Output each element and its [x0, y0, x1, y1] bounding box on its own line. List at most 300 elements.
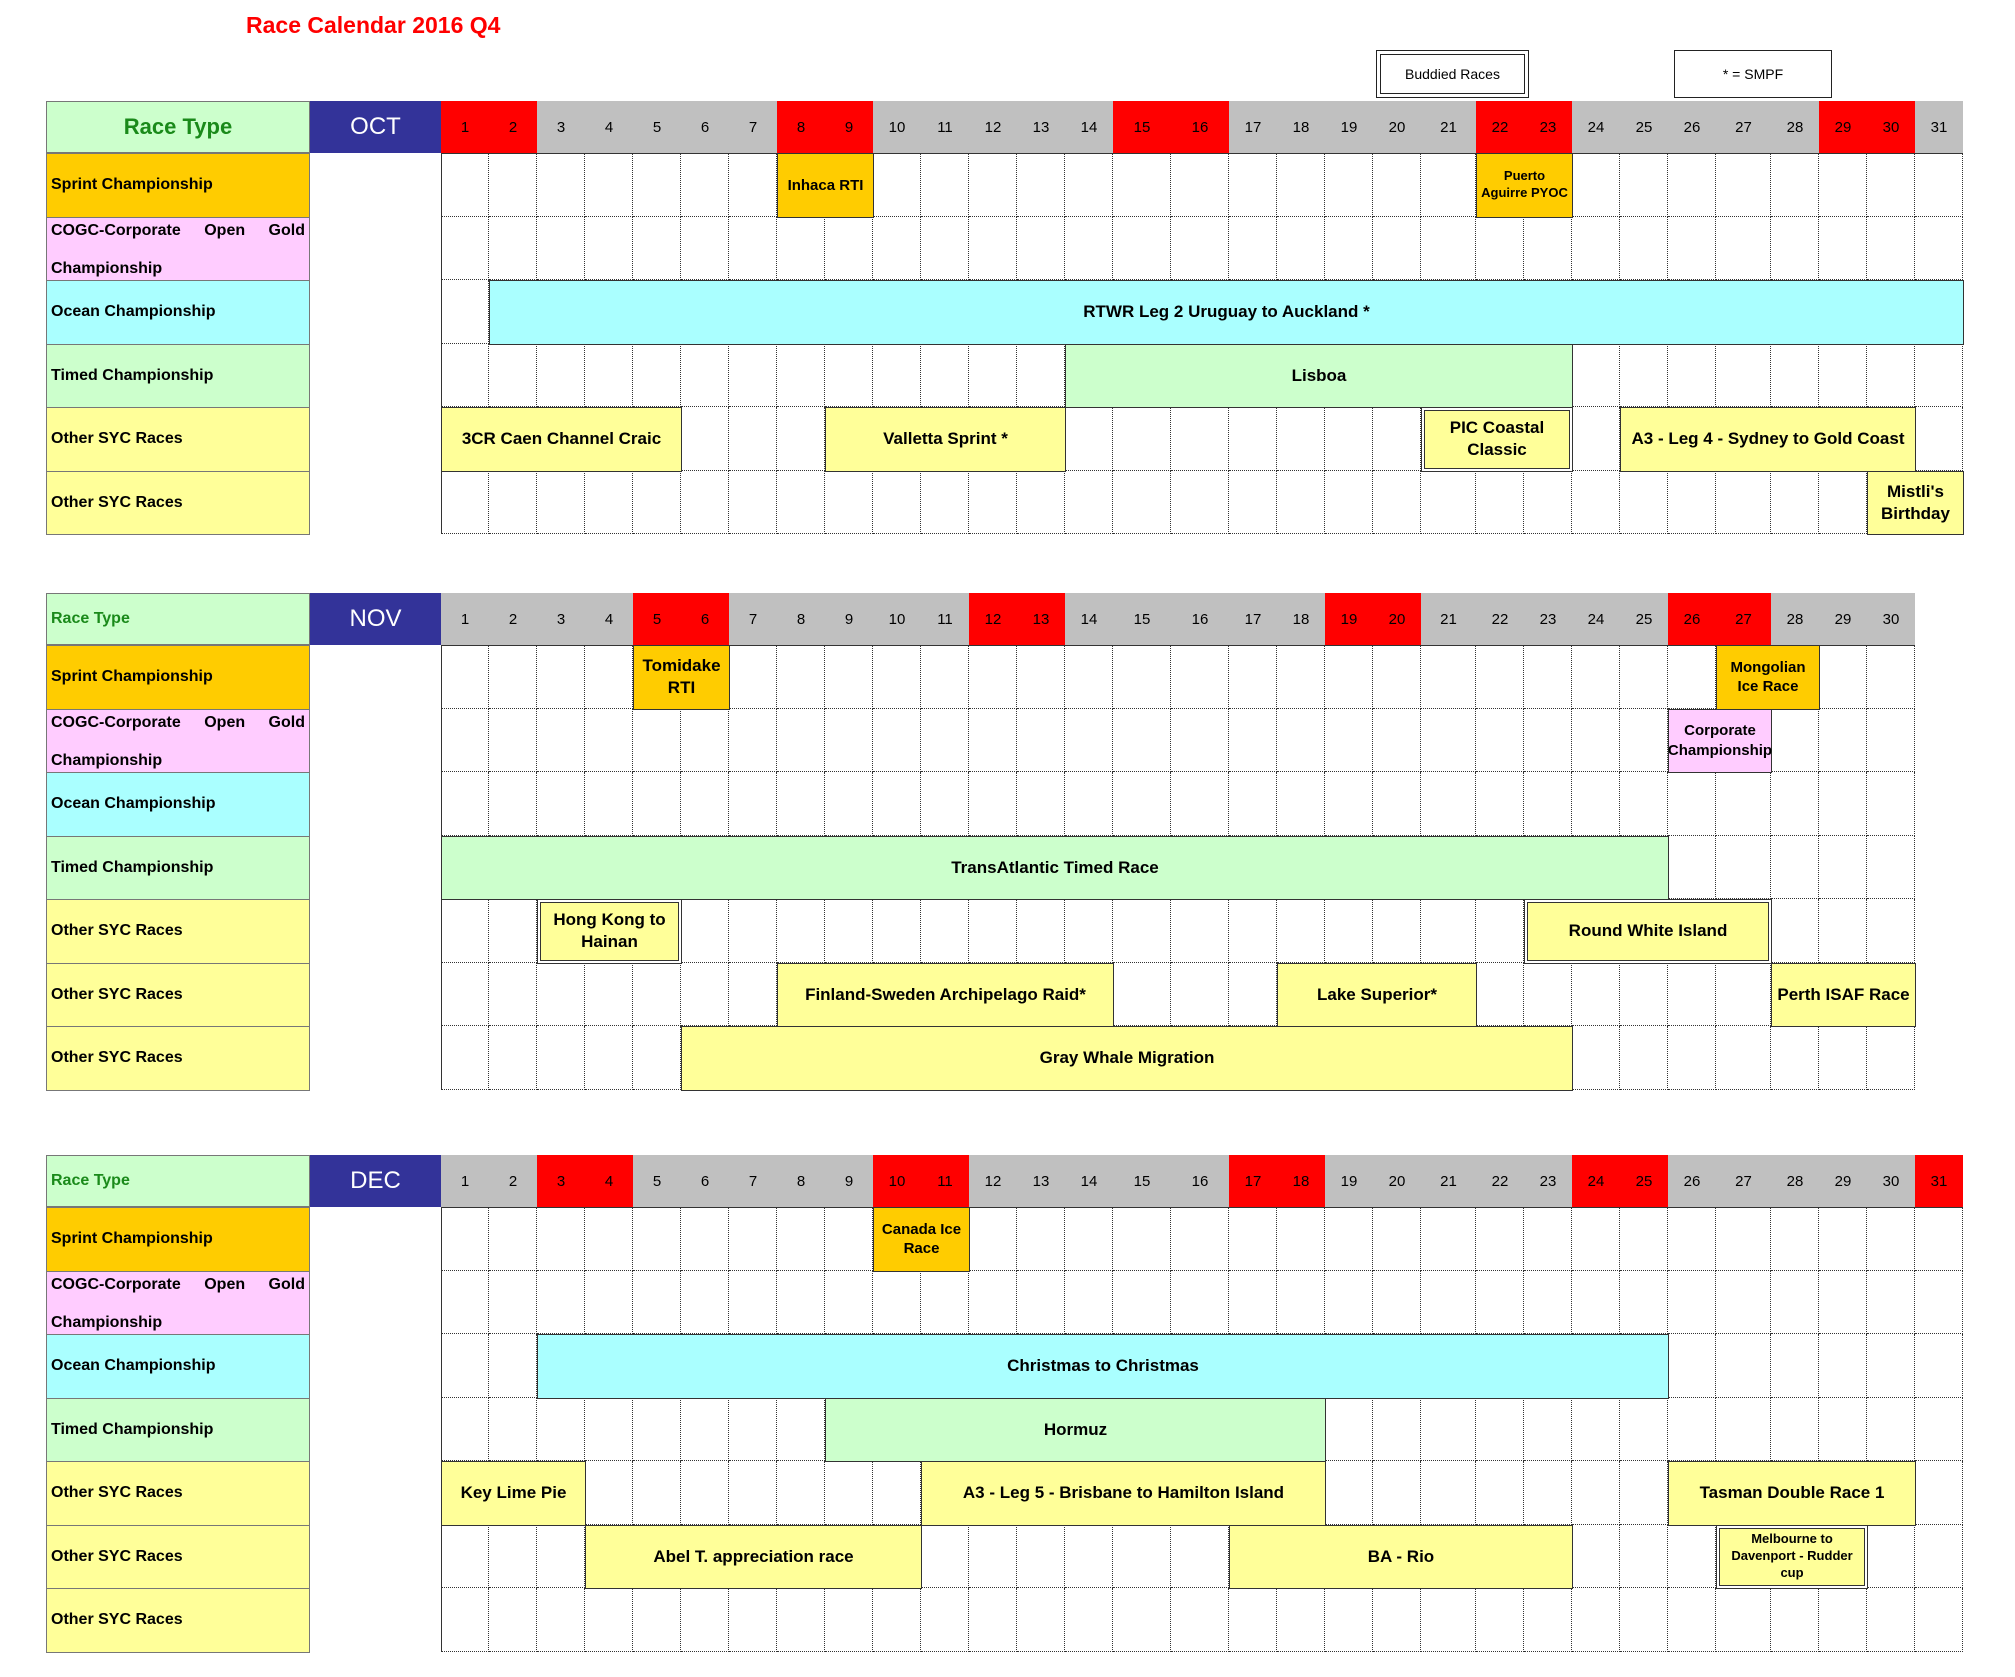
day-cell[interactable]	[1867, 1334, 1915, 1398]
day-cell[interactable]	[1229, 645, 1277, 709]
day-cell[interactable]	[777, 709, 825, 773]
day-cell[interactable]	[1819, 709, 1867, 773]
day-cell[interactable]	[1421, 217, 1476, 281]
day-cell[interactable]	[1065, 153, 1113, 217]
day-cell[interactable]	[681, 1271, 729, 1335]
day-cell[interactable]	[1065, 407, 1113, 471]
day-cell[interactable]	[441, 280, 489, 344]
day-cell[interactable]	[1572, 645, 1620, 709]
day-cell[interactable]	[585, 1461, 633, 1525]
day-cell[interactable]	[1716, 344, 1771, 408]
day-cell[interactable]	[633, 709, 681, 773]
day-cell[interactable]	[1572, 153, 1620, 217]
day-cell[interactable]	[969, 709, 1017, 773]
day-cell[interactable]	[1524, 1207, 1572, 1271]
day-cell[interactable]	[1476, 217, 1524, 281]
day-cell[interactable]	[1668, 1026, 1716, 1090]
day-cell[interactable]	[441, 1334, 489, 1398]
day-cell[interactable]	[1620, 1461, 1668, 1525]
day-cell[interactable]	[1017, 1207, 1065, 1271]
day-cell[interactable]	[1277, 709, 1325, 773]
day-cell[interactable]	[585, 772, 633, 836]
day-cell[interactable]	[1171, 217, 1229, 281]
day-cell[interactable]	[681, 1207, 729, 1271]
day-cell[interactable]	[633, 1588, 681, 1652]
day-cell[interactable]	[1867, 1398, 1915, 1462]
race-event[interactable]: Finland-Sweden Archipelago Raid*	[777, 963, 1114, 1028]
day-cell[interactable]	[1524, 963, 1572, 1027]
day-cell[interactable]	[921, 1588, 969, 1652]
day-cell[interactable]	[1620, 1026, 1668, 1090]
day-cell[interactable]	[1716, 471, 1771, 535]
day-cell[interactable]	[1668, 836, 1716, 900]
day-cell[interactable]	[633, 963, 681, 1027]
day-cell[interactable]	[681, 471, 729, 535]
day-cell[interactable]	[1065, 645, 1113, 709]
day-cell[interactable]	[1113, 709, 1171, 773]
day-cell[interactable]	[681, 217, 729, 281]
day-cell[interactable]	[1867, 836, 1915, 900]
day-cell[interactable]	[1771, 709, 1819, 773]
day-cell[interactable]	[1867, 344, 1915, 408]
day-cell[interactable]	[1620, 963, 1668, 1027]
day-cell[interactable]	[873, 709, 921, 773]
day-cell[interactable]	[1229, 963, 1277, 1027]
day-cell[interactable]	[1716, 1398, 1771, 1462]
day-cell[interactable]	[1771, 899, 1819, 963]
day-cell[interactable]	[1373, 899, 1421, 963]
day-cell[interactable]	[585, 963, 633, 1027]
race-event[interactable]: Valletta Sprint *	[825, 407, 1066, 472]
day-cell[interactable]	[1524, 772, 1572, 836]
day-cell[interactable]	[537, 772, 585, 836]
day-cell[interactable]	[1867, 1525, 1915, 1589]
day-cell[interactable]	[777, 471, 825, 535]
day-cell[interactable]	[537, 963, 585, 1027]
day-cell[interactable]	[537, 1207, 585, 1271]
day-cell[interactable]	[729, 963, 777, 1027]
race-event[interactable]: Hormuz	[825, 1398, 1326, 1463]
day-cell[interactable]	[1171, 1525, 1229, 1589]
day-cell[interactable]	[1017, 471, 1065, 535]
day-cell[interactable]	[441, 1525, 489, 1589]
day-cell[interactable]	[1113, 645, 1171, 709]
day-cell[interactable]	[1716, 153, 1771, 217]
day-cell[interactable]	[873, 1461, 921, 1525]
day-cell[interactable]	[1171, 772, 1229, 836]
day-cell[interactable]	[1572, 217, 1620, 281]
day-cell[interactable]	[1421, 1271, 1476, 1335]
day-cell[interactable]	[1325, 1271, 1373, 1335]
day-cell[interactable]	[729, 1271, 777, 1335]
day-cell[interactable]	[921, 217, 969, 281]
day-cell[interactable]	[1229, 709, 1277, 773]
day-cell[interactable]	[729, 1461, 777, 1525]
race-event[interactable]: A3 - Leg 5 - Brisbane to Hamilton Island	[921, 1461, 1326, 1526]
day-cell[interactable]	[1065, 471, 1113, 535]
day-cell[interactable]	[1113, 1588, 1171, 1652]
day-cell[interactable]	[537, 344, 585, 408]
day-cell[interactable]	[1620, 471, 1668, 535]
day-cell[interactable]	[825, 645, 873, 709]
day-cell[interactable]	[633, 1398, 681, 1462]
day-cell[interactable]	[1277, 471, 1325, 535]
day-cell[interactable]	[921, 471, 969, 535]
day-cell[interactable]	[1867, 1026, 1915, 1090]
race-event[interactable]: Gray Whale Migration	[681, 1026, 1573, 1091]
day-cell[interactable]	[1572, 344, 1620, 408]
day-cell[interactable]	[1716, 1588, 1771, 1652]
race-event[interactable]: Corporate Championship	[1668, 709, 1772, 774]
day-cell[interactable]	[585, 217, 633, 281]
day-cell[interactable]	[489, 1588, 537, 1652]
day-cell[interactable]	[537, 645, 585, 709]
day-cell[interactable]	[1915, 344, 1963, 408]
day-cell[interactable]	[1668, 344, 1716, 408]
day-cell[interactable]	[1668, 217, 1716, 281]
day-cell[interactable]	[1572, 709, 1620, 773]
day-cell[interactable]	[1373, 153, 1421, 217]
day-cell[interactable]	[1620, 1588, 1668, 1652]
day-cell[interactable]	[1476, 772, 1524, 836]
day-cell[interactable]	[1771, 1207, 1819, 1271]
day-cell[interactable]	[1819, 1271, 1867, 1335]
race-event[interactable]: 3CR Caen Channel Craic	[441, 407, 682, 472]
day-cell[interactable]	[1277, 153, 1325, 217]
day-cell[interactable]	[681, 772, 729, 836]
day-cell[interactable]	[1017, 1525, 1065, 1589]
day-cell[interactable]	[1771, 217, 1819, 281]
day-cell[interactable]	[1017, 772, 1065, 836]
day-cell[interactable]	[1421, 645, 1476, 709]
day-cell[interactable]	[1668, 1398, 1716, 1462]
day-cell[interactable]	[489, 344, 537, 408]
day-cell[interactable]	[1325, 645, 1373, 709]
day-cell[interactable]	[1065, 899, 1113, 963]
day-cell[interactable]	[1229, 1207, 1277, 1271]
day-cell[interactable]	[489, 772, 537, 836]
day-cell[interactable]	[1476, 1271, 1524, 1335]
day-cell[interactable]	[1325, 772, 1373, 836]
race-event[interactable]: Abel T. appreciation race	[585, 1525, 922, 1590]
day-cell[interactable]	[1277, 407, 1325, 471]
day-cell[interactable]	[1620, 645, 1668, 709]
day-cell[interactable]	[1867, 153, 1915, 217]
day-cell[interactable]	[1819, 836, 1867, 900]
day-cell[interactable]	[1421, 1588, 1476, 1652]
day-cell[interactable]	[729, 407, 777, 471]
day-cell[interactable]	[681, 153, 729, 217]
day-cell[interactable]	[633, 471, 681, 535]
day-cell[interactable]	[585, 153, 633, 217]
day-cell[interactable]	[1668, 1334, 1716, 1398]
day-cell[interactable]	[1065, 1207, 1113, 1271]
day-cell[interactable]	[1017, 1271, 1065, 1335]
day-cell[interactable]	[633, 1271, 681, 1335]
day-cell[interactable]	[1620, 1525, 1668, 1589]
race-event[interactable]: A3 - Leg 4 - Sydney to Gold Coast	[1620, 407, 1916, 472]
day-cell[interactable]	[1171, 407, 1229, 471]
day-cell[interactable]	[1819, 1026, 1867, 1090]
day-cell[interactable]	[729, 1588, 777, 1652]
day-cell[interactable]	[1113, 153, 1171, 217]
day-cell[interactable]	[681, 407, 729, 471]
day-cell[interactable]	[1771, 1588, 1819, 1652]
day-cell[interactable]	[1421, 153, 1476, 217]
day-cell[interactable]	[1277, 1207, 1325, 1271]
day-cell[interactable]	[441, 709, 489, 773]
day-cell[interactable]	[1668, 153, 1716, 217]
day-cell[interactable]	[1476, 899, 1524, 963]
day-cell[interactable]	[585, 471, 633, 535]
day-cell[interactable]	[1113, 1525, 1171, 1589]
day-cell[interactable]	[681, 709, 729, 773]
day-cell[interactable]	[1017, 1588, 1065, 1652]
day-cell[interactable]	[633, 1026, 681, 1090]
day-cell[interactable]	[969, 344, 1017, 408]
race-event[interactable]: Melbourne to Davenport - Rudder cup	[1716, 1525, 1868, 1590]
day-cell[interactable]	[873, 344, 921, 408]
day-cell[interactable]	[585, 645, 633, 709]
day-cell[interactable]	[1171, 153, 1229, 217]
day-cell[interactable]	[441, 153, 489, 217]
race-event[interactable]: Round White Island	[1524, 899, 1772, 964]
day-cell[interactable]	[1017, 217, 1065, 281]
day-cell[interactable]	[1620, 709, 1668, 773]
day-cell[interactable]	[969, 1271, 1017, 1335]
day-cell[interactable]	[1373, 645, 1421, 709]
day-cell[interactable]	[1017, 344, 1065, 408]
day-cell[interactable]	[441, 1398, 489, 1462]
day-cell[interactable]	[1373, 1207, 1421, 1271]
day-cell[interactable]	[1867, 1588, 1915, 1652]
day-cell[interactable]	[1421, 772, 1476, 836]
day-cell[interactable]	[825, 899, 873, 963]
day-cell[interactable]	[1229, 899, 1277, 963]
day-cell[interactable]	[729, 471, 777, 535]
day-cell[interactable]	[969, 1207, 1017, 1271]
day-cell[interactable]	[1229, 407, 1277, 471]
day-cell[interactable]	[873, 772, 921, 836]
day-cell[interactable]	[921, 1271, 969, 1335]
day-cell[interactable]	[1065, 1588, 1113, 1652]
day-cell[interactable]	[1668, 1588, 1716, 1652]
day-cell[interactable]	[489, 963, 537, 1027]
day-cell[interactable]	[489, 471, 537, 535]
day-cell[interactable]	[1771, 471, 1819, 535]
day-cell[interactable]	[1915, 1207, 1963, 1271]
day-cell[interactable]	[1620, 772, 1668, 836]
day-cell[interactable]	[1421, 1461, 1476, 1525]
day-cell[interactable]	[633, 153, 681, 217]
race-event[interactable]: Canada Ice Race	[873, 1207, 970, 1272]
race-event[interactable]: Mistli's Birthday	[1867, 471, 1964, 536]
day-cell[interactable]	[633, 772, 681, 836]
day-cell[interactable]	[777, 344, 825, 408]
day-cell[interactable]	[1620, 1271, 1668, 1335]
day-cell[interactable]	[1373, 709, 1421, 773]
race-event[interactable]: Lisboa	[1065, 344, 1573, 409]
day-cell[interactable]	[1325, 1588, 1373, 1652]
day-cell[interactable]	[489, 1398, 537, 1462]
day-cell[interactable]	[1373, 217, 1421, 281]
day-cell[interactable]	[681, 963, 729, 1027]
day-cell[interactable]	[537, 471, 585, 535]
day-cell[interactable]	[873, 645, 921, 709]
day-cell[interactable]	[1065, 1525, 1113, 1589]
day-cell[interactable]	[1171, 1207, 1229, 1271]
day-cell[interactable]	[1915, 407, 1963, 471]
day-cell[interactable]	[585, 1398, 633, 1462]
day-cell[interactable]	[729, 645, 777, 709]
day-cell[interactable]	[1668, 1271, 1716, 1335]
day-cell[interactable]	[1668, 645, 1716, 709]
day-cell[interactable]	[1572, 1461, 1620, 1525]
day-cell[interactable]	[1572, 1207, 1620, 1271]
day-cell[interactable]	[1819, 153, 1867, 217]
day-cell[interactable]	[921, 344, 969, 408]
day-cell[interactable]	[1819, 217, 1867, 281]
day-cell[interactable]	[1572, 471, 1620, 535]
day-cell[interactable]	[1476, 471, 1524, 535]
day-cell[interactable]	[1277, 1271, 1325, 1335]
day-cell[interactable]	[1476, 1398, 1524, 1462]
day-cell[interactable]	[1915, 1588, 1963, 1652]
day-cell[interactable]	[1771, 772, 1819, 836]
day-cell[interactable]	[1771, 344, 1819, 408]
day-cell[interactable]	[1277, 217, 1325, 281]
day-cell[interactable]	[441, 471, 489, 535]
day-cell[interactable]	[1867, 217, 1915, 281]
day-cell[interactable]	[1915, 217, 1963, 281]
day-cell[interactable]	[1716, 217, 1771, 281]
day-cell[interactable]	[1421, 709, 1476, 773]
day-cell[interactable]	[1113, 407, 1171, 471]
day-cell[interactable]	[1819, 471, 1867, 535]
day-cell[interactable]	[1476, 1588, 1524, 1652]
day-cell[interactable]	[441, 772, 489, 836]
day-cell[interactable]	[1476, 645, 1524, 709]
race-event[interactable]: Puerto Aguirre PYOC	[1476, 153, 1573, 218]
day-cell[interactable]	[1017, 709, 1065, 773]
day-cell[interactable]	[873, 153, 921, 217]
day-cell[interactable]	[1620, 217, 1668, 281]
day-cell[interactable]	[1572, 1588, 1620, 1652]
day-cell[interactable]	[1373, 407, 1421, 471]
day-cell[interactable]	[921, 1525, 969, 1589]
day-cell[interactable]	[1373, 1271, 1421, 1335]
day-cell[interactable]	[1716, 772, 1771, 836]
day-cell[interactable]	[1017, 153, 1065, 217]
day-cell[interactable]	[777, 1398, 825, 1462]
day-cell[interactable]	[1325, 709, 1373, 773]
day-cell[interactable]	[1620, 344, 1668, 408]
day-cell[interactable]	[681, 899, 729, 963]
day-cell[interactable]	[441, 1207, 489, 1271]
day-cell[interactable]	[1325, 217, 1373, 281]
day-cell[interactable]	[489, 645, 537, 709]
day-cell[interactable]	[729, 344, 777, 408]
day-cell[interactable]	[1572, 1398, 1620, 1462]
race-event[interactable]: RTWR Leg 2 Uruguay to Auckland *	[489, 280, 1964, 345]
day-cell[interactable]	[489, 153, 537, 217]
day-cell[interactable]	[1819, 1398, 1867, 1462]
race-event[interactable]: Tasman Double Race 1	[1668, 1461, 1916, 1526]
day-cell[interactable]	[729, 217, 777, 281]
day-cell[interactable]	[825, 1461, 873, 1525]
day-cell[interactable]	[921, 153, 969, 217]
day-cell[interactable]	[825, 471, 873, 535]
day-cell[interactable]	[729, 1207, 777, 1271]
day-cell[interactable]	[1171, 645, 1229, 709]
race-event[interactable]: PIC Coastal Classic	[1421, 407, 1573, 472]
day-cell[interactable]	[1524, 1271, 1572, 1335]
day-cell[interactable]	[921, 709, 969, 773]
day-cell[interactable]	[1277, 899, 1325, 963]
day-cell[interactable]	[1716, 1271, 1771, 1335]
day-cell[interactable]	[1229, 471, 1277, 535]
day-cell[interactable]	[1572, 963, 1620, 1027]
day-cell[interactable]	[1771, 1026, 1819, 1090]
day-cell[interactable]	[873, 471, 921, 535]
day-cell[interactable]	[441, 899, 489, 963]
day-cell[interactable]	[1620, 153, 1668, 217]
day-cell[interactable]	[921, 899, 969, 963]
day-cell[interactable]	[1113, 899, 1171, 963]
day-cell[interactable]	[1229, 217, 1277, 281]
day-cell[interactable]	[777, 899, 825, 963]
day-cell[interactable]	[489, 217, 537, 281]
day-cell[interactable]	[825, 1588, 873, 1652]
day-cell[interactable]	[681, 1398, 729, 1462]
day-cell[interactable]	[1668, 1525, 1716, 1589]
day-cell[interactable]	[969, 1588, 1017, 1652]
day-cell[interactable]	[489, 899, 537, 963]
day-cell[interactable]	[1325, 1461, 1373, 1525]
day-cell[interactable]	[1819, 344, 1867, 408]
day-cell[interactable]	[1524, 1588, 1572, 1652]
day-cell[interactable]	[537, 153, 585, 217]
day-cell[interactable]	[777, 772, 825, 836]
day-cell[interactable]	[1113, 772, 1171, 836]
day-cell[interactable]	[969, 1525, 1017, 1589]
day-cell[interactable]	[1171, 963, 1229, 1027]
day-cell[interactable]	[873, 217, 921, 281]
day-cell[interactable]	[633, 344, 681, 408]
day-cell[interactable]	[777, 217, 825, 281]
race-event[interactable]: Hong Kong to Hainan	[537, 899, 682, 964]
day-cell[interactable]	[969, 471, 1017, 535]
day-cell[interactable]	[1476, 1207, 1524, 1271]
day-cell[interactable]	[1716, 1334, 1771, 1398]
day-cell[interactable]	[1065, 1271, 1113, 1335]
day-cell[interactable]	[1716, 1207, 1771, 1271]
day-cell[interactable]	[729, 709, 777, 773]
day-cell[interactable]	[1524, 709, 1572, 773]
day-cell[interactable]	[1325, 1207, 1373, 1271]
day-cell[interactable]	[1065, 709, 1113, 773]
day-cell[interactable]	[681, 344, 729, 408]
day-cell[interactable]	[1277, 1588, 1325, 1652]
day-cell[interactable]	[1017, 899, 1065, 963]
day-cell[interactable]	[1716, 836, 1771, 900]
day-cell[interactable]	[1668, 471, 1716, 535]
day-cell[interactable]	[1572, 1026, 1620, 1090]
day-cell[interactable]	[777, 407, 825, 471]
race-event[interactable]: TransAtlantic Timed Race	[441, 836, 1669, 901]
day-cell[interactable]	[1325, 899, 1373, 963]
day-cell[interactable]	[1819, 645, 1867, 709]
